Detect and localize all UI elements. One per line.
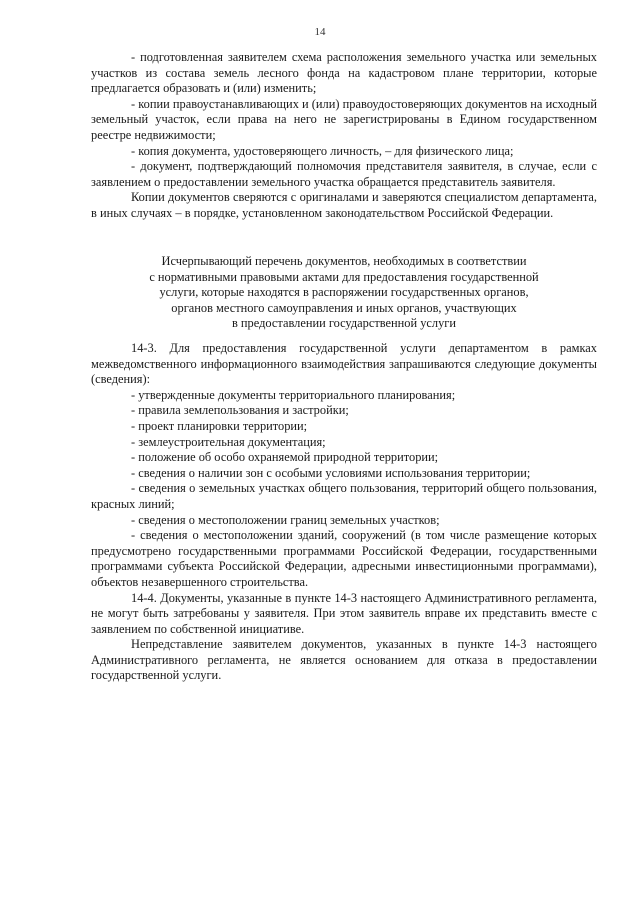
list-item-public-land: - сведения о земельных участках общего пользования, территорий общего пользования, красных линий; <box>91 481 597 511</box>
list-item-special-zones: - сведения о наличии зон с особыми условиями использования территории; <box>131 465 531 480</box>
interagency-block <box>91 341 597 684</box>
paragraph-14-4: 14-4. Документы, указанные в пункте 14-3 настоящего Административного регламента, не могут быть затребованы у заявителя. При этом заявитель вправе их представить вместе с заявлением по собственной инициативе. <box>91 590 597 636</box>
list-item-plot-boundaries: - сведения о местоположении границ земельных участков; <box>131 512 440 527</box>
list-item-land-use-rules: - правила землепользования и застройки; <box>131 403 349 418</box>
paragraph-non-submission: Непредставление заявителем документов, указанных в пункте 14-3 настоящего Административного регламента, не является основанием для отказа в предоставлении государственной услуги. <box>91 637 597 683</box>
paragraph-copies-certification: Копии документов сверяются с оригиналами и заверяются специалистом департамента, в иных случаях – в порядке, установленном законодательством Российской Федерации. <box>91 190 597 220</box>
heading-line: с нормативными правовыми актами для предоставления государственной <box>149 269 539 284</box>
page-number: 14 <box>314 26 326 38</box>
heading-line: органов местного самоуправления и иных органов, участвующих <box>171 300 517 315</box>
paragraph-identity-document: - копия документа, удостоверяющего личность, – для физического лица; <box>131 143 514 158</box>
paragraph-title-documents: - копии правоустанавливающих и (или) правоудостоверяющих документов на исходный земельный участок, если права на него не зарегистрированы в Едином государственном реестре недвижимости; <box>91 96 597 142</box>
list-item-territorial-planning: - утвержденные документы территориального планирования; <box>131 387 456 402</box>
paragraph-14-3: 14-3. Для предоставления государственной услуги департаментом в рамках межведомственного информационного взаимодействия запрашиваются следующие документы (сведения): <box>91 341 597 387</box>
section-heading <box>91 254 597 332</box>
paragraph-land-plot-scheme: - подготовленная заявителем схема расположения земельного участка или земельных участков из состава земель лесного фонда на кадастровом плане территории, которые предлагается образовать и (или) изменить; <box>91 50 597 96</box>
documents-list-block <box>91 50 597 222</box>
paragraph-representative-authority: - документ, подтверждающий полномочия представителя заявителя, в случае, если с заявлением о предоставлении земельного участка обращается представитель заявителя. <box>91 159 597 189</box>
list-item-buildings-location: - сведения о местоположении зданий, сооружений (в том числе размещение которых предусмотрено государственными программами Российской Федерации, государственными программами субъекта Российской Федерации, адресными инвестиционными программами), объектов незавершенного строительства. <box>91 528 597 589</box>
list-item-protected-territory: - положение об особо охраняемой природной территории; <box>131 450 439 465</box>
list-item-planning-project: - проект планировки территории; <box>131 418 308 433</box>
list-item-land-management-docs: - землеустроительная документация; <box>131 434 326 449</box>
heading-line: в предоставлении государственной услуги <box>231 316 457 331</box>
heading-line: услуги, которые находятся в распоряжении государственных органов, <box>159 285 529 300</box>
heading-line: Исчерпывающий перечень документов, необходимых в соответствии <box>161 254 527 268</box>
